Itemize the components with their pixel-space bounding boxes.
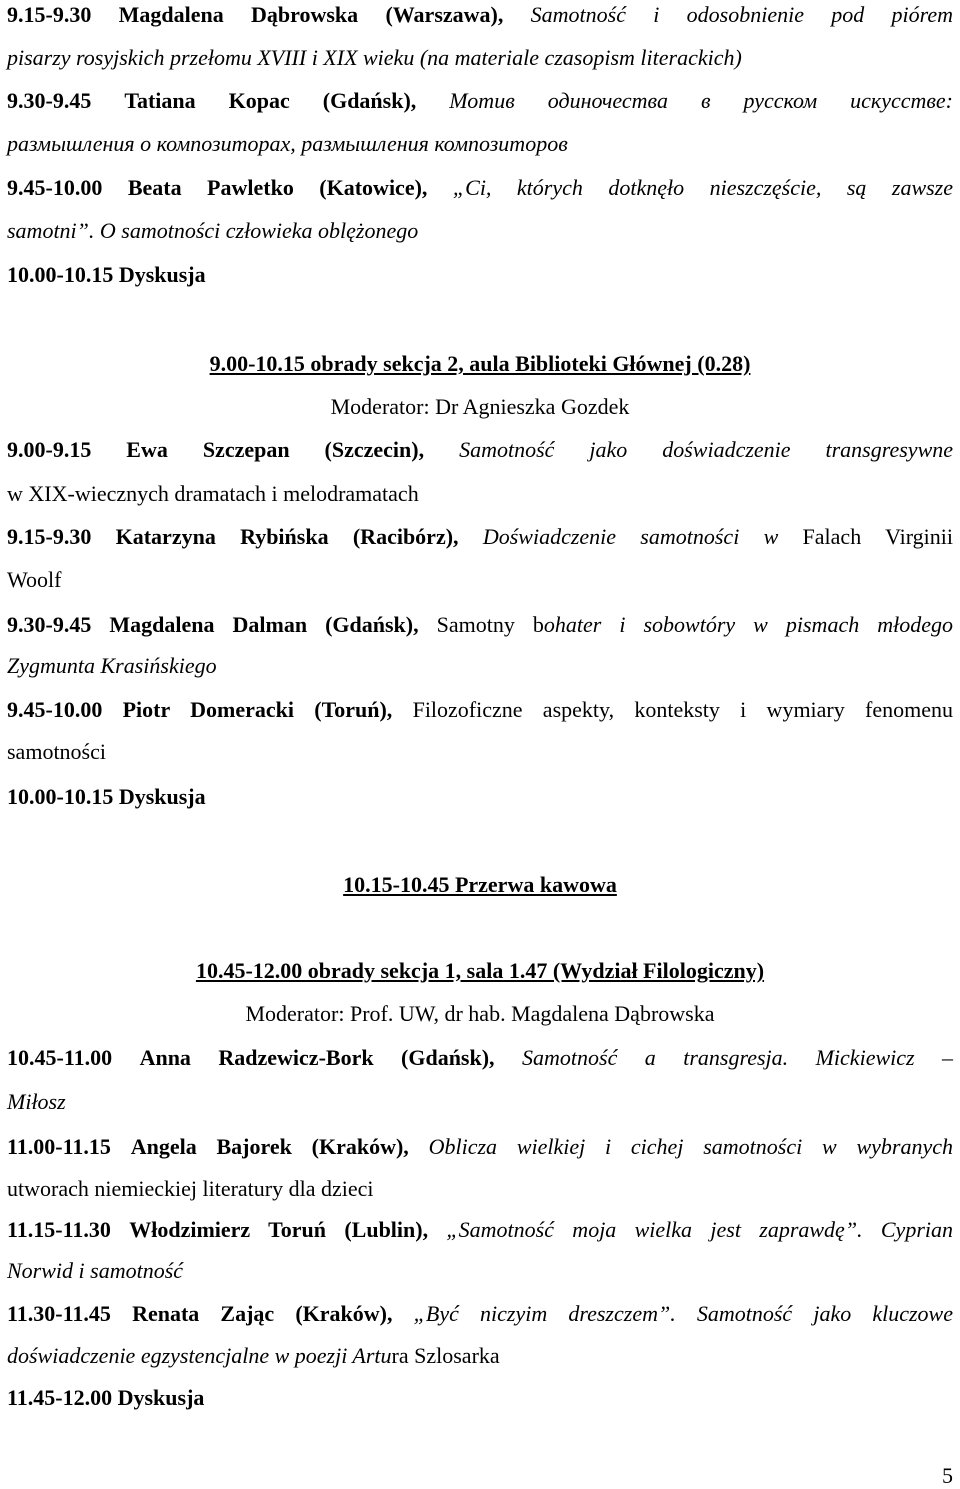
speaker: Magdalena Dalman (Gdańsk),	[109, 612, 419, 637]
schedule-entry-line	[7, 697, 953, 723]
talk-title-part: doświadczenie egzystencjalne w poezji Artu	[7, 1343, 392, 1368]
speaker: Angela Bajorek (Kraków),	[130, 1134, 409, 1159]
talk-title: Oblicza wielkiej i cichej samotności w wybranych	[428, 1134, 953, 1159]
talk-title-continued: w XIX-wiecznych dramatach i melodramatach	[7, 481, 419, 506]
talk-title-start: Samotny b	[436, 612, 544, 637]
talk-title-continued: utworach niemieckiej literatury dla dzieci	[7, 1176, 374, 1201]
discussion-slot: 10.00-10.15 Dyskusja	[7, 262, 206, 287]
talk-title-continued: pisarzy rosyjskich przełomu XVIII i XIX wieku (na materiale czasopism literackich)	[7, 45, 742, 70]
talk-title: Samotność a transgresja. Mickiewicz –	[522, 1045, 954, 1070]
schedule-entry-line	[7, 1217, 953, 1243]
speaker: Beata Pawletko (Katowice),	[127, 175, 428, 200]
talk-title: „Być niczyim dreszczem”. Samotność jako kluczowe	[413, 1301, 954, 1326]
talk-title-work: Falach Virginii	[802, 524, 954, 549]
time-slot: 9.45-10.00	[7, 175, 103, 200]
time-slot: 11.30-11.45	[7, 1301, 111, 1326]
time-slot: 9.30-9.45	[7, 612, 92, 637]
talk-title: „Ci, których dotknęło nieszczęście, są zawsze	[452, 175, 954, 200]
coffee-break: 10.15-10.45 Przerwa kawowa	[343, 872, 617, 897]
talk-title: Filozoficzne aspekty, konteksty i wymiary fenomenu	[412, 697, 953, 722]
schedule-entry-line	[7, 88, 953, 114]
session-heading: 9.00-10.15 obrady sekcja 2, aula Biblioteki Głównej (0.28)	[209, 351, 751, 376]
time-slot: 9.45-10.00	[7, 697, 103, 722]
schedule-entry-line	[7, 1134, 953, 1160]
session-heading: 10.45-12.00 obrady sekcja 1, sala 1.47 (Wydział Filologiczny)	[195, 958, 765, 983]
schedule-entry-line	[7, 1045, 953, 1071]
time-slot: 9.15-9.30	[7, 524, 92, 549]
time-slot: 9.30-9.45	[7, 88, 92, 113]
talk-title-continued: Norwid i samotność	[7, 1258, 184, 1283]
page-number: 5	[942, 1463, 953, 1488]
schedule-entry-line	[7, 524, 953, 550]
speaker: Magdalena Dąbrowska (Warszawa),	[118, 2, 504, 27]
talk-title-continued: samotni”. O samotności człowieka oblężonego	[7, 218, 419, 243]
schedule-entry-line	[7, 612, 953, 638]
talk-title-part: ra Szlosarka	[391, 1343, 500, 1368]
talk-title-continued: Woolf	[7, 567, 62, 592]
time-slot: 11.00-11.15	[7, 1134, 111, 1159]
schedule-entry-line	[7, 175, 953, 201]
moderator: Moderator: Dr Agnieszka Gozdek	[330, 394, 630, 419]
time-slot: 9.00-9.15	[7, 437, 92, 462]
schedule-entry-line	[7, 2, 953, 28]
discussion-slot: 11.45-12.00 Dyskusja	[7, 1385, 205, 1410]
speaker: Anna Radzewicz-Bork (Gdańsk),	[139, 1045, 495, 1070]
speaker: Włodzimierz Toruń (Lublin),	[129, 1217, 429, 1242]
talk-title-continued: Miłosz	[7, 1089, 66, 1114]
moderator: Moderator: Prof. UW, dr hab. Magdalena Dąbrowska	[245, 1001, 715, 1026]
talk-title-continued: размышления о композиторах, размышления композиторов	[7, 131, 568, 156]
talk-title: Мотив одиночества в русском искусстве:	[449, 88, 954, 113]
talk-title: Doświadczenie samotności w	[482, 524, 779, 549]
talk-title	[437, 612, 953, 637]
speaker: Tatiana Kopac (Gdańsk),	[124, 88, 417, 113]
talk-title-continued	[7, 1343, 953, 1369]
talk-title-rest: ohater i sobowtóry w pismach młodego	[543, 612, 953, 637]
time-slot: 9.15-9.30	[7, 2, 92, 27]
speaker: Ewa Szczepan (Szczecin),	[126, 437, 425, 462]
time-slot: 10.45-11.00	[7, 1045, 113, 1070]
speaker: Piotr Domeracki (Toruń),	[122, 697, 393, 722]
talk-title-continued: samotności	[7, 739, 106, 764]
speaker: Katarzyna Rybińska (Racibórz),	[115, 524, 459, 549]
time-slot: 11.15-11.30	[7, 1217, 111, 1242]
schedule-entry-line	[7, 437, 953, 463]
talk-title: Samotność i odosobnienie pod piórem	[530, 2, 954, 27]
talk-title-continued: Zygmunta Krasińskiego	[7, 653, 217, 678]
discussion-slot: 10.00-10.15 Dyskusja	[7, 784, 206, 809]
talk-title: „Samotność moja wielka jest zaprawdę”. Cyprian	[446, 1217, 953, 1242]
speaker: Renata Zając (Kraków),	[132, 1301, 393, 1326]
schedule-entry-line	[7, 1301, 953, 1327]
talk-title: Samotność jako doświadczenie transgresywne	[459, 437, 954, 462]
